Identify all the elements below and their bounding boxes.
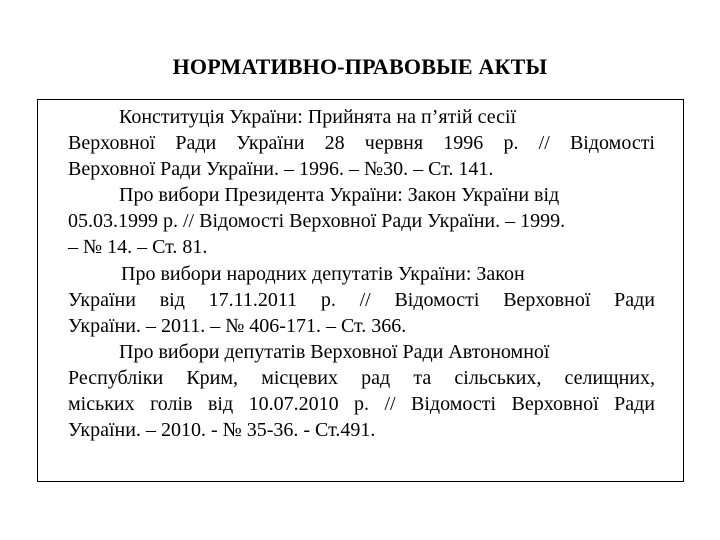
reference-line: Верховної Ради України. – 1996. – №30. – Ст. 141.	[68, 158, 494, 181]
reference-line: Республіки Крим, місцевих рад та сільських, селищних,	[68, 366, 655, 389]
reference-line: України. – 2010. - № 35-36. - Ст.491.	[68, 419, 376, 442]
reference-line: 05.03.1999 р. // Відомості Верховної Ради України. – 1999.	[68, 210, 566, 233]
reference-line: Верховної Ради України 28 червня 1996 р. // Відомості	[68, 132, 655, 155]
slide-title: НОРМАТИВНО-ПРАВОВЫЕ АКТЫ	[172, 54, 548, 79]
reference-line: Конституція України: Прийнята на п’ятій сесії	[119, 106, 517, 128]
references-box	[37, 99, 684, 482]
reference-line: – № 14. – Ст. 81.	[68, 236, 208, 259]
reference-line: Про вибори Президента України: Закон України від	[119, 184, 560, 207]
reference-line: міських голів від 10.07.2010 р. // Відомості Верховної Ради	[68, 393, 655, 416]
reference-line: України. – 2011. – № 406-171. – Ст. 366.	[68, 314, 407, 337]
reference-line: Про вибори депутатів Верховної Ради Автономної	[119, 340, 550, 363]
reference-line: Про вибори народних депутатів України: Закон	[121, 262, 525, 285]
reference-line: України від 17.11.2011 р. // Відомості Верховної Ради	[68, 288, 655, 311]
references-list	[68, 104, 655, 443]
